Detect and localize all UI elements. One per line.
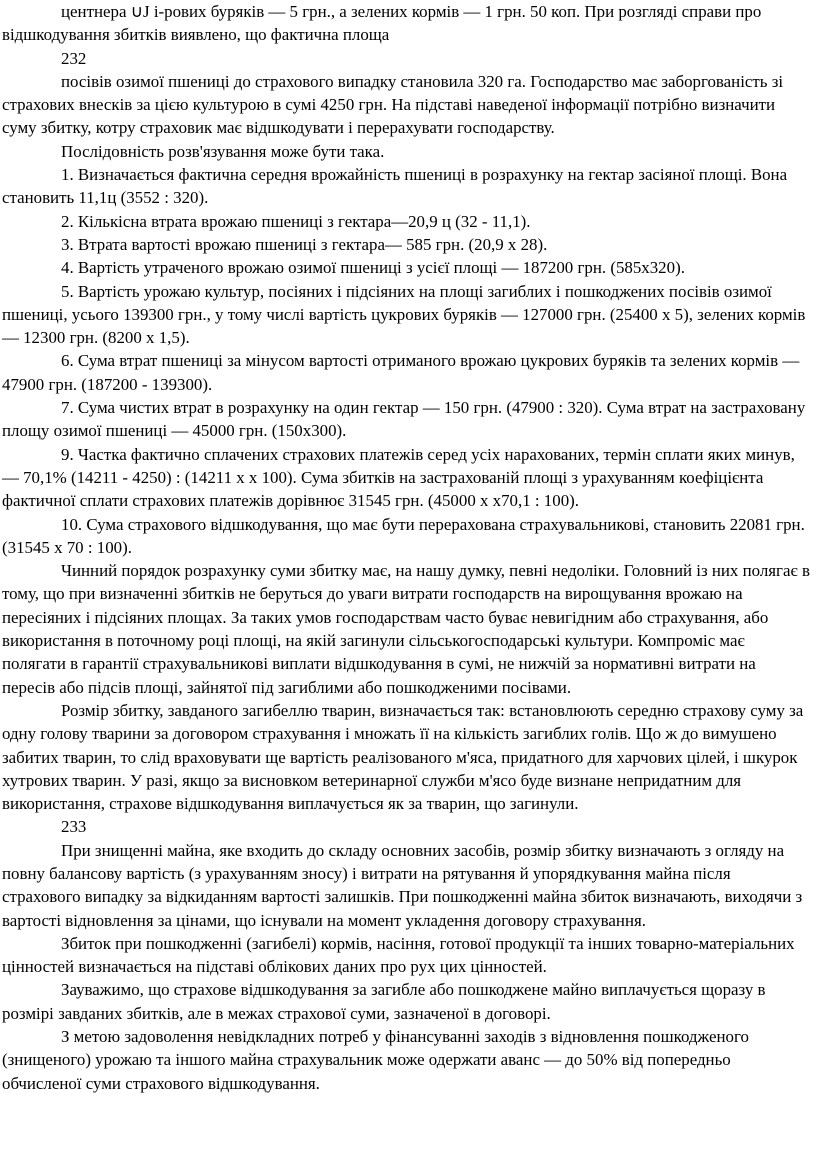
page-number: 233 xyxy=(61,817,87,837)
paragraph: Чинний порядок розрахунку суми збитку має, на нашу думку, певні недоліки. Головний із них полягає в тому, що при визначенні збитків не беруться до уваги витрати господарств на вирощування врожаю на пересіяних і підсіяних площах. За таких умов господарствам часто буває невигідним або страхування, або використання в поточному році площі, на якій загинули сільськогосподарські культури. Компроміс має полягати в гарантії страхувальникові виплати відшкодування в сумі, не нижчій за нормативні витрати на пересів або підсів площі, зайнятої під загиблими або пошкодженими посівами. xyxy=(2,561,810,697)
paragraph: При знищенні майна, яке входить до складу основних засобів, розмір збитку визначають з огляду на повну балансову вартість (з урахуванням зносу) і витрати на рятування й упорядкування майна після страхового випадку за відкиданням вартості залишків. При пошкодженні майна збиток визначають, виходячи з вартості відновлення за цінами, що існували на момент укладення договору страхування. xyxy=(2,840,803,930)
paragraph: Послідовність розв'язування може бути така. xyxy=(61,141,385,161)
paragraph: 1. Визначається фактична середня врожайність пшениці в розрахунку на гектар засіяної площі. Вона становить 11,1ц (3552 : 320). xyxy=(2,165,788,208)
paragraph: 4. Вартість утраченого врожаю озимої пшениці з усієї площі — 187200 грн. (585x320). xyxy=(61,258,685,278)
paragraph: посівів озимої пшениці до страхового випадку становила 320 га. Господарство має заборгованість зі страхових внесків за цією культурою в сумі 4250 грн. На підставі наведеної інформації потрібно визначити суму збитку, котру страховик має відшкодувати і перерахувати господарству. xyxy=(2,71,784,138)
paragraph: 2. Кількісна втрата врожаю пшениці з гектара—20,9 ц (32 - 11,1). xyxy=(61,211,531,231)
paragraph: З метою задоволення невідкладних потреб у фінансуванні заходів з відновлення пошкодженого (знищеного) урожаю та іншого майна страхувальник може одержати аванс — до 50% від попередньо обчисленої суми страхового відшкодування. xyxy=(2,1027,749,1093)
paragraph: Зауважимо, що страхове відшкодування за загибле або пошкоджене майно виплачується щоразу в розмірі завданих збитків, але в межах страхової суми, зазначеної в договорі. xyxy=(2,980,766,1023)
paragraph: 9. Частка фактично сплачених страхових платежів серед усіх нарахованих, термін сплати яких минув, — 70,1% (14211 - 4250) : (14211 х х 100). Сума збитків на застрахованій площі з урахуванням коефіцієнта фактичної сплати страхових платежів дорівнює 31545 грн. (45000 х х70,1 : 100). xyxy=(2,444,795,511)
paragraph: Розмір збитку, завданого загибеллю тварин, визначається так: встановлюють середню страхову суму за одну голову тварини за договором страхування і множать її на кількість загиблих голів. Що ж до вимушено забитих тварин, то слід враховувати ще вартість реалізованого м'яса, придатного для харчових цілей, і шкурок хутрових тварин. У разі, якщо за висновком ветеринарної служби м'ясо буде визнане непридатним для використання, страхове відшкодування виплачується як за тварин, що загинули. xyxy=(2,700,804,814)
paragraph: центнера ∪J і-рових буряків — 5 грн., а зелених кормів — 1 грн. 50 коп. При розгляді справи про відшкодування збитків виявлено, що фактична площа xyxy=(2,2,762,45)
paragraph: 7. Сума чистих втрат в розрахунку на один гектар — 150 грн. (47900 : 320). Сума втрат на застраховану площу озимої пшениці — 45000 грн. (150x300). xyxy=(2,398,806,441)
paragraph: 10. Сума страхового відшкодування, що має бути перерахована страхувальникові, становить 22081 грн. (31545 х 70 : 100). xyxy=(2,514,805,557)
paragraph: 3. Втрата вартості врожаю пшениці з гектара— 585 грн. (20,9 х 28). xyxy=(61,234,548,254)
paragraph: 5. Вартість урожаю культур, посіяних і підсіяних на площі загиблих і пошкоджених посівів озимої пшениці, усього 139300 грн., у тому числі вартість цукрових буряків — 127000 грн. (25400 х 5), зелених кормів — 12300 грн. (8200 х 1,5). xyxy=(2,281,806,348)
paragraph: 6. Сума втрат пшениці за мінусом вартості отриманого врожаю цукрових буряків та зелених кормів — 47900 грн. (187200 - 139300). xyxy=(2,351,800,394)
page-number: 232 xyxy=(61,48,87,68)
paragraph: Збиток при пошкодженні (загибелі) кормів, насіння, готової продукції та інших товарно-матеріальних цінностей визначається на підставі облікових даних про рух цих цінностей. xyxy=(2,933,795,977)
